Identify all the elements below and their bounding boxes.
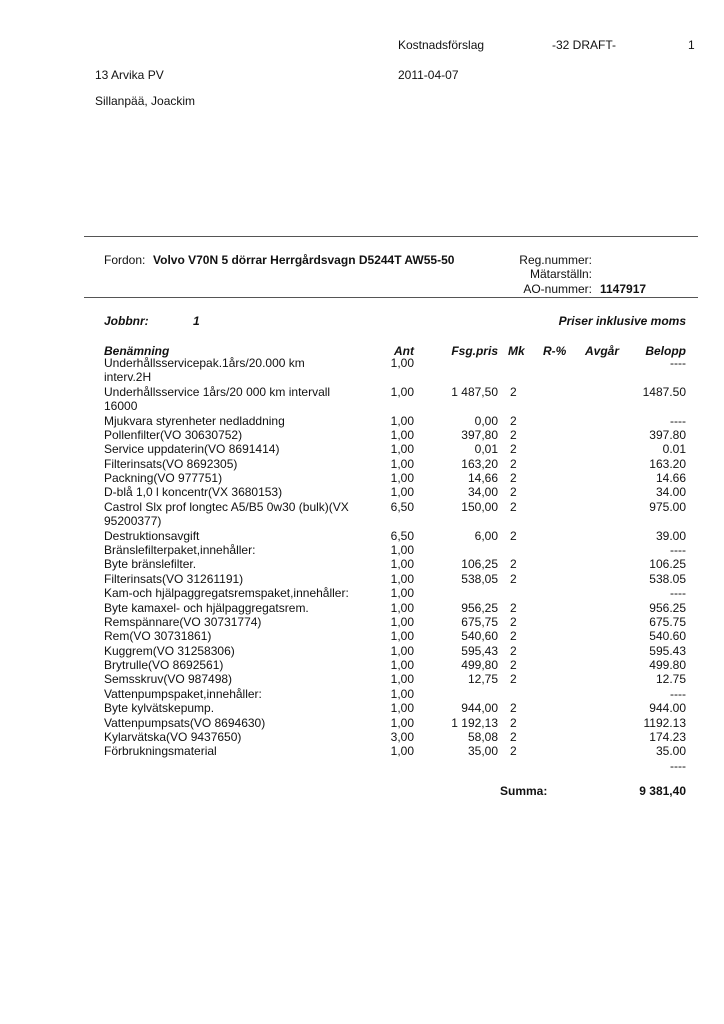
- item-quantity: 1,00: [390, 427, 414, 442]
- table-row: [0, 672, 724, 686]
- table-row: [0, 744, 724, 758]
- item-name: Vattenpumpsats(VO 8694630): [104, 715, 266, 730]
- item-mk: 2: [510, 456, 517, 471]
- item-amount: ----: [670, 542, 686, 557]
- divider-top: [84, 236, 698, 237]
- item-name: Pollenfilter(VO 30630752): [104, 427, 243, 442]
- item-mk: 2: [510, 672, 517, 687]
- item-unit-price: 0,00: [474, 413, 498, 428]
- item-quantity: 1,00: [390, 456, 414, 471]
- item-mk: 2: [510, 471, 517, 485]
- col-header-mk: Mk: [508, 344, 525, 358]
- item-mk: 2: [510, 629, 517, 644]
- item-name: 95200377): [104, 514, 162, 529]
- table-row: [0, 730, 724, 744]
- table-row: [0, 356, 724, 370]
- document-date: 2011-04-07: [398, 68, 459, 82]
- item-name: 16000: [104, 399, 138, 414]
- item-quantity: 1,00: [390, 629, 414, 644]
- col-header-belopp: Belopp: [645, 344, 686, 358]
- item-amount: 163.20: [649, 456, 686, 471]
- item-unit-price: 397,80: [461, 427, 498, 442]
- table-row: [0, 716, 724, 730]
- item-name: Mjukvara styrenheter nedladdning: [104, 413, 285, 428]
- item-amount: 499.80: [649, 658, 686, 672]
- item-mk: 2: [510, 701, 517, 716]
- item-name: Underhållsservicepak.1års/20.000 km: [104, 356, 305, 370]
- item-unit-price: 538,05: [461, 571, 498, 586]
- item-name: Byte kamaxel- och hjälpaggregatsrem.: [104, 600, 309, 615]
- item-unit-price: 1 192,13: [451, 715, 498, 730]
- item-unit-price: 34,00: [467, 485, 498, 500]
- item-name: Förbrukningsmaterial: [104, 744, 217, 759]
- item-name: D-blå 1,0 l koncentr(VX 3680153): [104, 485, 283, 500]
- item-amount: ----: [670, 413, 686, 428]
- item-quantity: 1,00: [390, 485, 414, 500]
- item-amount: 675.75: [649, 614, 686, 629]
- sum-value: 9 381,40: [639, 784, 686, 798]
- item-amount: 595.43: [649, 643, 686, 658]
- item-mk: 2: [510, 528, 517, 543]
- table-row: [0, 500, 724, 514]
- item-unit-price: 540,60: [461, 629, 498, 644]
- item-name: Service uppdaterin(VO 8691414): [104, 442, 280, 457]
- table-row: [0, 514, 724, 528]
- item-mk: 2: [510, 614, 517, 629]
- item-quantity: 1,00: [390, 557, 414, 572]
- item-name: Semsskruv(VO 987498): [104, 672, 233, 687]
- item-unit-price: 58,08: [467, 729, 498, 744]
- item-name: Bränslefilterpaket,innehåller:: [104, 542, 256, 557]
- sum-label: Summa:: [500, 784, 548, 798]
- ao-number-value: 1147917: [600, 282, 647, 296]
- item-unit-price: 1 487,50: [451, 384, 498, 399]
- item-unit-price: 499,80: [461, 658, 498, 672]
- item-mk: 2: [510, 442, 517, 457]
- item-amount: 106.25: [649, 557, 686, 572]
- item-name: Kuggrem(VO 31258306): [104, 643, 235, 658]
- item-unit-price: 944,00: [461, 701, 498, 716]
- ao-number-label: AO-nummer:: [523, 282, 592, 296]
- item-amount: 538.05: [649, 571, 686, 586]
- item-amount: 0.01: [662, 442, 686, 457]
- item-amount: 1487.50: [642, 384, 686, 399]
- item-name: Kam-och hjälpaggregatsremspaket,innehåller:: [104, 586, 349, 601]
- item-amount: 1192.13: [643, 715, 686, 730]
- item-amount: ----: [670, 356, 686, 370]
- item-amount: 12.75: [655, 672, 686, 687]
- item-amount: ----: [670, 586, 686, 601]
- item-unit-price: 12,75: [467, 672, 498, 687]
- item-unit-price: 163,20: [461, 456, 498, 471]
- item-mk: 2: [510, 485, 517, 500]
- item-amount: 540.60: [649, 629, 686, 644]
- item-amount: 944.00: [649, 701, 686, 716]
- item-quantity: 1,00: [390, 715, 414, 730]
- item-mk: 2: [510, 427, 517, 442]
- item-name: Rem(VO 30731861): [104, 629, 212, 644]
- item-mk: 2: [510, 413, 517, 428]
- item-mk: 2: [510, 499, 517, 514]
- item-mk: 2: [510, 643, 517, 658]
- item-quantity: 1,00: [390, 586, 414, 601]
- col-header-avgar: Avgår: [585, 344, 620, 358]
- item-name: Brytrulle(VO 8692561): [104, 658, 224, 672]
- item-mk: 2: [510, 600, 517, 615]
- item-amount: ----: [670, 758, 686, 773]
- item-unit-price: 956,25: [461, 600, 498, 615]
- item-mk: 2: [510, 744, 517, 759]
- item-quantity: 1,00: [390, 614, 414, 629]
- item-amount: 174.23: [649, 729, 686, 744]
- item-name: Castrol Slx prof longtec A5/B5 0w30 (bulk)(VX: [104, 499, 349, 514]
- item-name: Byte kylvätskepump.: [104, 701, 215, 716]
- item-mk: 2: [510, 384, 517, 399]
- item-unit-price: 6,00: [474, 528, 498, 543]
- item-unit-price: 595,43: [461, 643, 498, 658]
- col-header-r: R-%: [543, 344, 567, 358]
- item-quantity: 1,00: [390, 686, 414, 701]
- table-row: [0, 543, 724, 557]
- item-quantity: 1,00: [390, 672, 414, 687]
- item-amount: 956.25: [649, 600, 686, 615]
- item-name: Remspännare(VO 30731774): [104, 614, 262, 629]
- item-name: Filterinsats(VO 8692305): [104, 456, 238, 471]
- table-row: [0, 385, 724, 399]
- table-row: [0, 485, 724, 499]
- col-header-name: Benämning: [104, 344, 170, 358]
- item-quantity: 3,00: [390, 729, 414, 744]
- item-quantity: 1,00: [390, 744, 414, 759]
- item-quantity: 1,00: [390, 600, 414, 615]
- item-amount: 34.00: [655, 485, 686, 500]
- vehicle-label: Fordon:: [104, 253, 146, 267]
- document-title: Kostnadsförslag: [398, 38, 485, 52]
- item-quantity: 1,00: [390, 356, 414, 370]
- item-unit-price: 106,25: [461, 557, 498, 572]
- item-unit-price: 35,00: [467, 744, 498, 759]
- table-row: [0, 601, 724, 615]
- item-name: Packning(VO 977751): [104, 471, 223, 485]
- item-quantity: 1,00: [390, 442, 414, 457]
- item-quantity: 1,00: [390, 413, 414, 428]
- item-unit-price: 150,00: [461, 499, 498, 514]
- item-unit-price: 0,01: [474, 442, 498, 457]
- table-row: [0, 370, 724, 384]
- table-row: [0, 687, 724, 701]
- item-quantity: 1,00: [390, 471, 414, 485]
- item-quantity: 6,50: [390, 528, 414, 543]
- item-mk: 2: [510, 729, 517, 744]
- col-header-ant: Ant: [394, 344, 414, 358]
- page-number: 1: [688, 38, 695, 52]
- item-amount: 14.66: [655, 471, 686, 485]
- divider-vehicle: [84, 297, 698, 298]
- table-row: [0, 629, 724, 643]
- item-quantity: 1,00: [390, 658, 414, 672]
- table-row: [0, 586, 724, 600]
- col-header-fsg: Fsg.pris: [451, 344, 498, 358]
- item-amount: 975.00: [649, 499, 686, 514]
- meter-label: Mätarställn:: [529, 267, 592, 281]
- item-quantity: 1,00: [390, 701, 414, 716]
- table-row: [0, 658, 724, 672]
- item-name: Kylarvätska(VO 9437650): [104, 729, 242, 744]
- item-name: Underhållsservice 1års/20 000 km intervall: [104, 384, 331, 399]
- workshop-name: 13 Arvika PV: [95, 68, 164, 82]
- table-row: [0, 414, 724, 428]
- item-mk: 2: [510, 658, 517, 672]
- table-row: [0, 557, 724, 571]
- price-note: Priser inklusive moms: [558, 314, 686, 328]
- reg-number-label: Reg.nummer:: [519, 253, 592, 267]
- table-row: [0, 399, 724, 413]
- item-mk: 2: [510, 557, 517, 572]
- job-label: Jobbnr:: [104, 314, 149, 328]
- item-unit-price: 14,66: [467, 471, 498, 485]
- item-name: Byte bränslefilter.: [104, 557, 197, 572]
- item-quantity: 1,00: [390, 542, 414, 557]
- item-amount: 35.00: [655, 744, 686, 759]
- item-amount: 39.00: [655, 528, 686, 543]
- table-row: [0, 442, 724, 456]
- item-quantity: 6,50: [390, 499, 414, 514]
- item-name: Destruktionsavgift: [104, 528, 200, 543]
- item-name: Filterinsats(VO 31261191): [104, 571, 244, 586]
- item-mk: 2: [510, 571, 517, 586]
- table-row: [0, 428, 724, 442]
- table-row: [0, 529, 724, 543]
- table-row: [0, 471, 724, 485]
- item-quantity: 1,00: [390, 384, 414, 399]
- item-quantity: 1,00: [390, 571, 414, 586]
- item-amount: 397.80: [649, 427, 686, 442]
- item-amount: ----: [670, 686, 686, 701]
- item-name: interv.2H: [104, 370, 152, 385]
- item-mk: 2: [510, 715, 517, 730]
- item-quantity: 1,00: [390, 643, 414, 658]
- table-row: [0, 644, 724, 658]
- item-unit-price: 675,75: [461, 614, 498, 629]
- draft-label: -32 DRAFT-: [552, 38, 617, 52]
- table-row: [0, 615, 724, 629]
- vehicle-value: Volvo V70N 5 dörrar Herrgårdsvagn D5244T AW55-50: [153, 253, 455, 267]
- table-row: [0, 572, 724, 586]
- table-row: [0, 701, 724, 715]
- table-row: [0, 759, 724, 773]
- item-name: Vattenpumpspaket,innehåller:: [104, 686, 262, 701]
- table-row: [0, 457, 724, 471]
- person-name: Sillanpää, Joackim: [95, 94, 196, 108]
- job-number: 1: [193, 314, 200, 328]
